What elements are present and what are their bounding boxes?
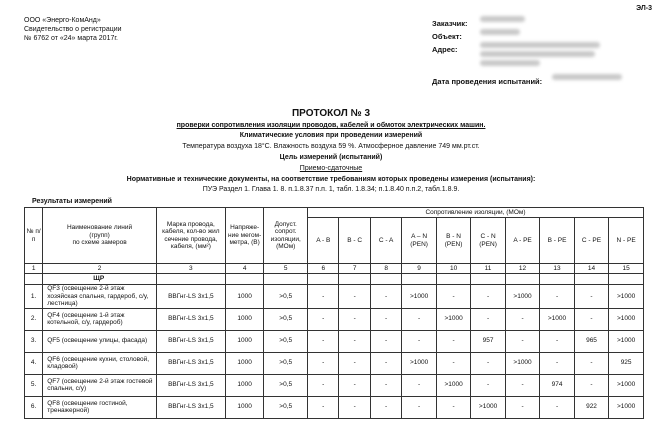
- cable-mark: ВВГнг-LS 3х1,5: [156, 330, 225, 352]
- resistance-value: >1000: [540, 308, 574, 330]
- column-number: 1: [25, 264, 43, 274]
- line-name: QF3 (освещение 2-й этаж хозяйская спальня, гардероб, с/у, лестница): [43, 285, 157, 309]
- resistance-value: -: [540, 330, 574, 352]
- resistance-value: -: [505, 308, 539, 330]
- climate-heading: Климатические условия при проведении измерений: [239, 132, 423, 139]
- normative-heading: Нормативные и технические документы, на соответствие требованиям которых проведены измерения (испытания):: [126, 176, 536, 183]
- resistance-value: -: [308, 285, 339, 309]
- resistance-value: -: [471, 352, 505, 374]
- address-value-redacted-3: [480, 60, 540, 66]
- table-row: [25, 308, 644, 330]
- row-number: 6.: [25, 396, 43, 418]
- cable-mark: ВВГнг-LS 3х1,5: [156, 308, 225, 330]
- allowed-resistance: >0,5: [264, 330, 308, 352]
- group-label: ЩР: [43, 274, 157, 285]
- row-number: 2.: [25, 308, 43, 330]
- purpose-heading: Цель измерений (испытаний): [279, 154, 383, 161]
- resistance-value: 965: [574, 330, 608, 352]
- row-number: 3.: [25, 330, 43, 352]
- column-number: 2: [43, 264, 157, 274]
- phase-col-header: A - B: [308, 218, 339, 264]
- purpose-value: Приемо-сдаточные: [299, 165, 363, 172]
- megger-voltage: 1000: [225, 352, 264, 374]
- resistance-value: >1000: [402, 285, 436, 309]
- resistance-value: >1000: [402, 352, 436, 374]
- column-number: 15: [609, 264, 644, 274]
- col-header-no: № п/п: [25, 208, 43, 264]
- cable-mark: ВВГнг-LS 3х1,5: [156, 374, 225, 396]
- resistance-value: -: [370, 352, 401, 374]
- resistance-value: -: [370, 396, 401, 418]
- resistance-value: -: [540, 285, 574, 309]
- resistance-value: -: [308, 308, 339, 330]
- allowed-resistance: >0,5: [264, 285, 308, 309]
- phase-col-header: C - PE: [574, 218, 608, 264]
- resistance-value: -: [436, 330, 470, 352]
- resistance-value: -: [402, 308, 436, 330]
- test-date-label: Дата проведения испытаний:: [432, 77, 543, 86]
- resistance-value: -: [308, 374, 339, 396]
- column-number: 8: [370, 264, 401, 274]
- row-number: 5.: [25, 374, 43, 396]
- resistance-value: -: [308, 352, 339, 374]
- allowed-resistance: >0,5: [264, 374, 308, 396]
- resistance-value: -: [436, 396, 470, 418]
- resistance-value: -: [436, 285, 470, 309]
- resistance-value: -: [505, 374, 539, 396]
- megger-voltage: 1000: [225, 285, 264, 309]
- megger-voltage: 1000: [225, 396, 264, 418]
- climate-values: Температура воздуха 18°С. Влажность воздуха 59 %. Атмосферное давление 749 мм.рт.ст.: [182, 143, 480, 150]
- resistance-value: -: [471, 285, 505, 309]
- resistance-value: -: [339, 308, 370, 330]
- resistance-value: -: [505, 330, 539, 352]
- column-number: 10: [436, 264, 470, 274]
- resistance-value: -: [339, 352, 370, 374]
- col-header-name: [43, 208, 157, 264]
- results-heading: Результаты измерений: [32, 198, 112, 205]
- address-value-redacted-1: [480, 42, 600, 48]
- resistance-value: 974: [540, 374, 574, 396]
- resistance-value: >1000: [609, 285, 644, 309]
- column-number: 5: [264, 264, 308, 274]
- phase-col-header: A - PE: [505, 218, 539, 264]
- certificate-line1: Свидетельство о регистрации: [24, 26, 122, 33]
- resistance-value: -: [339, 374, 370, 396]
- resistance-value: -: [436, 352, 470, 374]
- col-header-mark: Марка провода, кабеля, кол-во жил сечение провода, кабеля, (мм²): [156, 208, 225, 264]
- resistance-value: -: [402, 396, 436, 418]
- col-header-name-l3: по схеме замеров: [72, 239, 127, 247]
- col-header-allowed: Допуст. сопрот. изоляции, (МОм): [264, 208, 308, 264]
- resistance-value: -: [339, 330, 370, 352]
- header-fields: [432, 13, 652, 84]
- row-number: 1.: [25, 285, 43, 309]
- table-row: [25, 285, 644, 309]
- resistance-value: -: [370, 374, 401, 396]
- resistance-value: >1000: [609, 396, 644, 418]
- resistance-value: 925: [609, 352, 644, 374]
- column-number: 9: [402, 264, 436, 274]
- resistance-value: >1000: [505, 285, 539, 309]
- column-number: 6: [308, 264, 339, 274]
- row-number: 4.: [25, 352, 43, 374]
- allowed-resistance: >0,5: [264, 352, 308, 374]
- resistance-value: -: [574, 308, 608, 330]
- object-value-redacted: [480, 29, 520, 35]
- resistance-value: >1000: [436, 308, 470, 330]
- resistance-value: -: [471, 374, 505, 396]
- col-header-name-l1: Наименование линий: [66, 224, 133, 232]
- cable-mark: ВВГнг-LS 3х1,5: [156, 285, 225, 309]
- group-row: [25, 274, 644, 285]
- insulation-header: Сопротивление изоляции, (МОм): [308, 208, 644, 218]
- column-number: 3: [156, 264, 225, 274]
- line-name: QF6 (освещение кухни, столовой, кладовой): [43, 352, 157, 374]
- resistance-value: >1000: [609, 308, 644, 330]
- phase-col-header: B - N (PEN): [436, 218, 470, 264]
- column-number: 7: [339, 264, 370, 274]
- object-label: Объект:: [432, 32, 462, 41]
- resistance-value: -: [402, 330, 436, 352]
- line-name: QF5 (освещение улицы, фасада): [43, 330, 157, 352]
- resistance-value: >1000: [609, 330, 644, 352]
- resistance-value: >1000: [436, 374, 470, 396]
- megger-voltage: 1000: [225, 330, 264, 352]
- protocol-title: ПРОТОКОЛ № 3: [291, 108, 371, 119]
- megger-voltage: 1000: [225, 374, 264, 396]
- resistance-value: -: [574, 285, 608, 309]
- phase-col-header: C - A: [370, 218, 401, 264]
- line-name: QF7 (освещение 2-й этаж гостевой спальни, с/у): [43, 374, 157, 396]
- resistance-value: -: [339, 396, 370, 418]
- results-table: [24, 207, 644, 419]
- resistance-value: -: [370, 308, 401, 330]
- col-header-voltage: Напряже-ние мегом-метра, (В): [225, 208, 264, 264]
- resistance-value: -: [471, 308, 505, 330]
- resistance-value: -: [370, 330, 401, 352]
- results-table-body: [25, 285, 644, 419]
- column-number-row: [25, 264, 644, 274]
- column-number: 12: [505, 264, 539, 274]
- resistance-value: -: [308, 396, 339, 418]
- column-number: 14: [574, 264, 608, 274]
- phase-col-header: A – N (PEN): [402, 218, 436, 264]
- table-row: [25, 396, 644, 418]
- resistance-value: -: [370, 285, 401, 309]
- company-name: ООО «Энерго-КомАнд»: [24, 17, 101, 24]
- resistance-value: -: [540, 352, 574, 374]
- table-row: [25, 374, 644, 396]
- line-name: QF8 (освещение гостиной, тренажерной): [43, 396, 157, 418]
- allowed-resistance: >0,5: [264, 396, 308, 418]
- address-value-redacted-2: [480, 51, 595, 57]
- phase-col-header: N - PE: [609, 218, 644, 264]
- resistance-value: 922: [574, 396, 608, 418]
- form-code: ЭЛ-3: [636, 5, 652, 12]
- customer-label: Заказчик:: [432, 19, 468, 28]
- cable-mark: ВВГнг-LS 3х1,5: [156, 352, 225, 374]
- column-number: 11: [471, 264, 505, 274]
- cable-mark: ВВГнг-LS 3х1,5: [156, 396, 225, 418]
- resistance-value: -: [505, 396, 539, 418]
- column-number: 13: [540, 264, 574, 274]
- certificate-line2: № 6762 от «24» марта 2017г.: [24, 35, 119, 42]
- resistance-value: -: [308, 330, 339, 352]
- resistance-value: -: [574, 352, 608, 374]
- address-label: Адрес:: [432, 45, 458, 54]
- test-date-value-redacted: [552, 74, 622, 80]
- resistance-value: >1000: [471, 396, 505, 418]
- col-header-name-l2: (групп): [89, 231, 110, 239]
- normative-value: ПУЭ Раздел 1. Глава 1. 8. п.1.8.37 п.п. 1, табл. 1.8.34; п.1.8.40 п.п.2, табл.1.8.9.: [202, 186, 460, 193]
- resistance-value: -: [574, 374, 608, 396]
- resistance-value: -: [540, 396, 574, 418]
- resistance-value: -: [402, 374, 436, 396]
- resistance-value: -: [339, 285, 370, 309]
- resistance-value: >1000: [609, 374, 644, 396]
- resistance-value: 957: [471, 330, 505, 352]
- table-row: [25, 330, 644, 352]
- phase-col-header: C - N (PEN): [471, 218, 505, 264]
- customer-value-redacted: [480, 16, 525, 22]
- megger-voltage: 1000: [225, 308, 264, 330]
- line-name: QF4 (освещение 1-й этаж котельной, с/у, гардероб): [43, 308, 157, 330]
- resistance-value: >1000: [505, 352, 539, 374]
- phase-col-header: B - PE: [540, 218, 574, 264]
- company-block: [24, 16, 122, 43]
- allowed-resistance: >0,5: [264, 308, 308, 330]
- column-number: 4: [225, 264, 264, 274]
- table-row: [25, 352, 644, 374]
- protocol-subtitle: проверки сопротивления изоляции проводов, кабелей и обмоток электрических машин.: [176, 122, 486, 129]
- phase-col-header: B - C: [339, 218, 370, 264]
